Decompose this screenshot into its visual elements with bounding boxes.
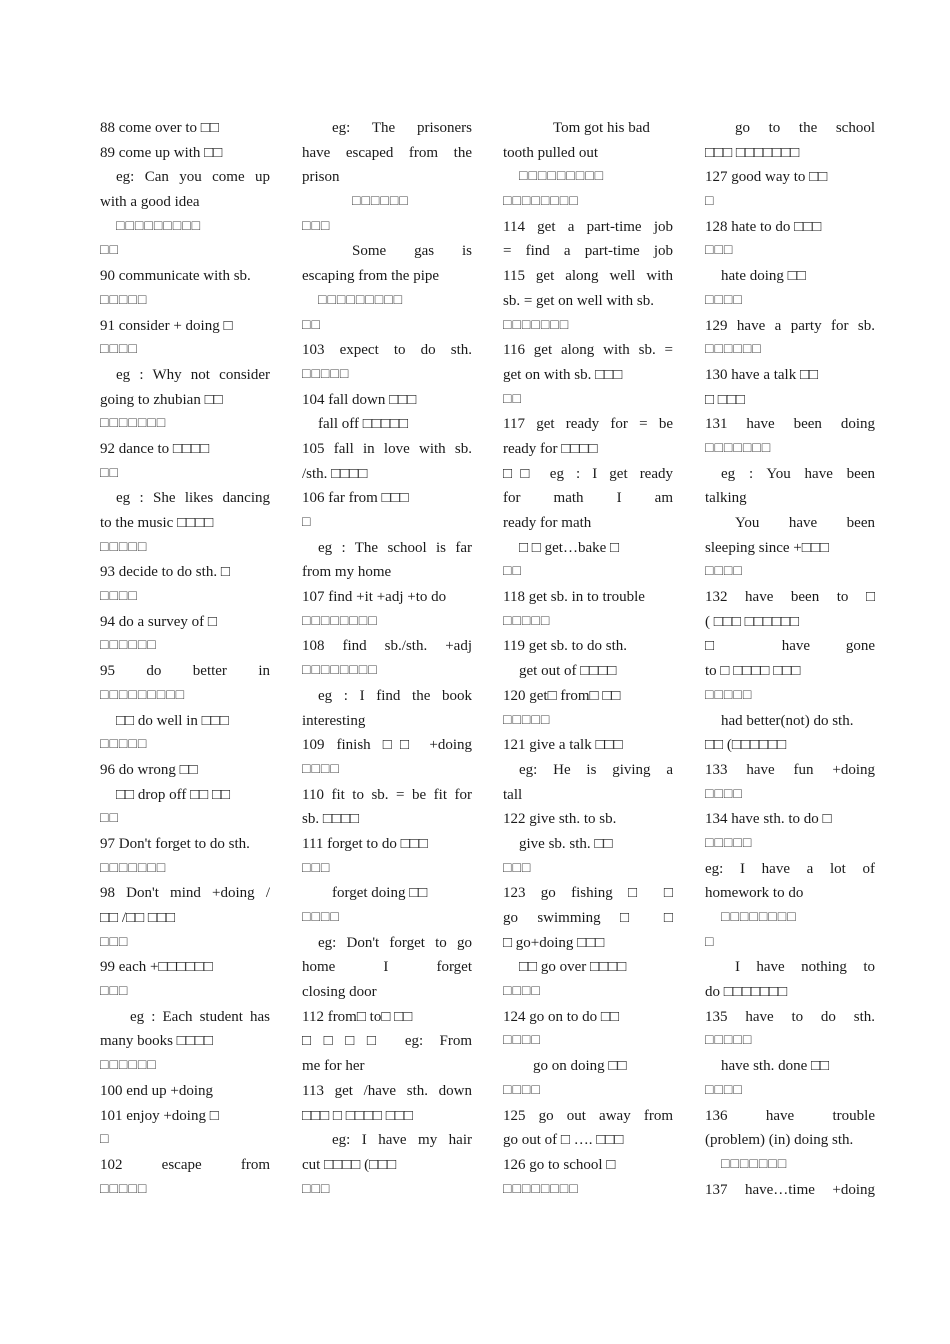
text-line: □ go+doing □□□ [503, 934, 605, 951]
text-line: □□□□□□□□ [302, 663, 378, 679]
text-line: □ [100, 1132, 110, 1148]
text-line: 90 communicate with sb. [100, 268, 251, 285]
text-line: 116 get along with sb. = [503, 342, 673, 359]
text-line: □□□□□ [705, 1033, 753, 1049]
text-line: get on with sb. □□□ [503, 366, 623, 383]
text-line: □□□□□□□□□ [116, 218, 202, 234]
text-line: □□□□ [100, 589, 138, 605]
text-line: 109 finish □□ +doing [302, 737, 472, 754]
text-line: □□ do well in □□□ [116, 712, 229, 729]
text-line: □□□□ [302, 910, 340, 925]
text-line: 112 from□ to□ □□ [302, 1008, 413, 1025]
text-line: 95 do better in [100, 663, 270, 680]
text-line: home I forget [302, 959, 472, 976]
text-line: 99 each +□□□□□□ [100, 959, 213, 976]
text-line: from my home [302, 564, 392, 581]
text-line: 91 consider + doing □ [100, 317, 233, 334]
text-line: □ [302, 515, 312, 530]
text-line: □□□ □□□□□□□ [705, 144, 800, 161]
text-line: 97 Don't forget to do sth. [100, 835, 250, 852]
text-line: 114 get a part-time job [503, 218, 673, 235]
text-line: sleeping since +□□□ [705, 539, 829, 556]
text-line: 129 have a party for sb. [705, 317, 875, 334]
text-line: □□ go over □□□□ [519, 959, 627, 976]
text-line: 117 get ready for = be [503, 416, 673, 433]
text-line: You have been [735, 515, 875, 531]
text-line: □□□□ [705, 564, 743, 580]
text-line: get out of □□□□ [519, 663, 617, 680]
text-line: Some gas is [352, 243, 472, 260]
text-line: □□□□□□ [705, 342, 762, 358]
text-line: 137 have…time +doing [705, 1181, 875, 1198]
text-line: 126 go to school □ [503, 1156, 616, 1173]
text-line: 124 go on to do □□ [503, 1008, 620, 1025]
text-line: □□□□□□ [352, 194, 409, 210]
text-line: □□□□□ [503, 613, 551, 629]
text-column-4 [705, 116, 875, 1202]
text-line: tall [503, 786, 523, 803]
text-line: □□□□ [705, 786, 743, 802]
text-line: □□□□ [705, 1082, 743, 1098]
text-line: □□□□□ [100, 539, 148, 555]
text-line: □□□ [100, 984, 129, 1000]
text-line: □ have gone [705, 638, 875, 655]
text-line: □□ /□□ □□□ [100, 910, 176, 926]
text-line: 113 get /have sth. down [302, 1082, 472, 1099]
text-line: □ □□□ [705, 391, 745, 408]
text-line: 110 fit to sb. = be fit for [302, 786, 472, 803]
text-line: 134 have sth. to do □ [705, 811, 832, 828]
text-line: eg: Don't forget to go [318, 934, 472, 951]
text-line: to □ □□□□ □□□ [705, 663, 801, 680]
text-line: go out of □ …. □□□ [503, 1132, 624, 1149]
text-line: □□ drop off □□ □□ [116, 786, 231, 803]
text-line: escaping from the pipe [302, 268, 440, 285]
text-line: ready for □□□□ [503, 440, 598, 457]
text-line: 121 give a talk □□□ [503, 737, 623, 754]
text-line: go swimming □ □ [503, 910, 673, 926]
text-line: 119 get sb. to do sth. [503, 638, 628, 655]
text-line: 105 fall in love with sb. [302, 440, 472, 457]
text-line: cut □□□□ (□□□ [302, 1156, 397, 1173]
text-line: to the music □□□□ [100, 515, 214, 531]
text-line: □□□□□□□ [100, 416, 167, 432]
text-line: homework to do [705, 885, 804, 902]
text-line: closing door [302, 984, 377, 1001]
text-line: □□ eg : I get ready [503, 465, 673, 482]
text-line: □□□□□ [705, 687, 753, 703]
text-line: □□□□□□□□ [721, 910, 797, 925]
text-line: eg : Each student has [130, 1008, 270, 1025]
text-line: 131 have been doing [705, 416, 875, 433]
text-column-3 [503, 116, 673, 1202]
text-line: 127 good way to □□ [705, 169, 828, 186]
text-line: 122 give sth. to sb. [503, 811, 617, 828]
text-line: 107 find +it +adj +to do [302, 589, 447, 606]
text-line: 89 come up with □□ [100, 144, 223, 161]
text-line: □□□□□ [100, 737, 148, 753]
text-line: ( □□□ □□□□□□ [705, 613, 800, 630]
text-line: eg : She likes dancing [116, 490, 270, 507]
text-line: □□□□□□□ [721, 1156, 788, 1172]
text-line: Tom got his bad [553, 120, 650, 136]
text-line: 104 fall down □□□ [302, 391, 417, 408]
text-line: 125 go out away from [503, 1107, 673, 1124]
text-line: □□□ [302, 860, 331, 876]
text-line: had better(not) do sth. [721, 712, 854, 729]
text-line: tooth pulled out [503, 144, 598, 161]
text-line: 130 have a talk □□ [705, 366, 819, 383]
text-line: □□□ [302, 218, 331, 234]
text-line: = find a part-time job [503, 243, 673, 260]
text-line: forget doing □□ [332, 885, 428, 902]
text-line: 135 have to do sth. [705, 1008, 875, 1025]
text-line: prison [302, 169, 340, 186]
text-line: 118 get sb. in to trouble [503, 589, 645, 606]
text-line: fall off □□□□□ [318, 416, 409, 433]
text-line: □□ [100, 811, 119, 827]
text-line: □□□□□□□□□ [318, 292, 404, 308]
text-line: with a good idea [100, 194, 200, 211]
text-line: (problem) (in) doing sth. [705, 1132, 854, 1149]
text-line: □□□□□□□ [100, 860, 167, 876]
text-line: sb. □□□□ [302, 811, 360, 828]
text-line: 103 expect to do sth. [302, 342, 472, 359]
text-line: have sth. done □□ [721, 1058, 830, 1075]
text-line: /sth. □□□□ [302, 465, 368, 482]
text-line: I have nothing to [735, 959, 875, 976]
text-line: □□□□□□□ [503, 317, 570, 333]
text-line: eg : You have been [721, 465, 875, 482]
text-line: □□□□ [100, 342, 138, 358]
text-line: 108 find sb./sth. +adj [302, 638, 472, 655]
text-line: 101 enjoy +doing □ [100, 1107, 219, 1124]
text-line: 123 go fishing □ □ [503, 885, 673, 902]
text-line: 96 do wrong □□ [100, 761, 198, 778]
text-column-2 [302, 116, 472, 1202]
text-line: eg: I have my hair [332, 1132, 472, 1149]
text-line: go on doing □□ [533, 1058, 627, 1075]
text-line: 98 Don't mind +doing / [100, 885, 270, 902]
text-line: □□□□ [503, 984, 541, 1000]
text-line: go to the school [735, 120, 875, 136]
text-line: □□□□□ [705, 835, 753, 851]
text-line: □□□□ eg: From [302, 1033, 472, 1050]
text-line: eg: The prisoners [332, 120, 472, 136]
text-column-1 [100, 116, 270, 1202]
text-line: □□□ [503, 860, 532, 876]
text-line: □□ [302, 317, 321, 333]
text-line: □□□□□□□□□ [519, 169, 605, 185]
text-line: 128 hate to do □□□ [705, 218, 822, 235]
text-line: □□□ [705, 243, 734, 259]
text-line: □□□□□□□□□ [100, 687, 186, 703]
text-line: □□□□□ [503, 712, 551, 728]
text-line: □□□□□□ [100, 638, 157, 654]
text-line: □□□□ [503, 1082, 541, 1098]
text-line: □□ [503, 391, 522, 407]
text-line: 102 escape from [100, 1156, 270, 1173]
text-line: 93 decide to do sth. □ [100, 564, 230, 581]
text-line: sb. = get on well with sb. [503, 292, 654, 309]
text-line: 120 get□ from□ □□ [503, 687, 621, 704]
text-line: □□□ [302, 1181, 331, 1197]
text-line: □□□□□□□□ [302, 613, 378, 629]
text-line: eg: Can you come up [116, 169, 270, 186]
text-line: 133 have fun +doing [705, 761, 875, 778]
text-line: eg : The school is far [318, 539, 472, 556]
text-line: eg: I have a lot of [705, 860, 875, 877]
text-line: □□□□□□□ [705, 440, 772, 456]
text-line: have escaped from the [302, 144, 472, 161]
text-line: □ [705, 934, 715, 950]
text-line: □□□□□ [100, 1181, 148, 1197]
text-line: □□□□□ [302, 366, 350, 382]
text-line: give sb. sth. □□ [519, 835, 613, 852]
text-line: 88 come over to □□ [100, 120, 219, 136]
text-line: interesting [302, 712, 366, 729]
text-line: □□□□□□□□ [503, 1181, 579, 1197]
text-line: □ □ get…bake □ [519, 539, 620, 556]
text-line: 92 dance to □□□□ [100, 440, 210, 457]
text-line: □□□□□ [100, 292, 148, 308]
text-line: □□ (□□□□□□ [705, 737, 787, 754]
text-line: for math I am [503, 490, 673, 507]
text-line: 100 end up +doing [100, 1082, 214, 1099]
text-line: □□□ [100, 934, 129, 950]
text-line: □□ [503, 564, 522, 580]
text-line: going to zhubian □□ [100, 391, 223, 408]
text-line: eg: He is giving a [519, 761, 673, 778]
text-line: hate doing □□ [721, 268, 806, 285]
text-line: 136 have trouble [705, 1107, 875, 1124]
text-line: many books □□□□ [100, 1033, 213, 1050]
text-line: □□□□□□ [100, 1058, 157, 1074]
text-line: me for her [302, 1058, 365, 1075]
text-line: □□□ □ □□□□ □□□ [302, 1107, 413, 1124]
text-line: 115 get along well with [503, 268, 673, 285]
text-line: do □□□□□□□ [705, 984, 788, 1001]
text-line: □□ [100, 243, 119, 259]
text-line: eg : I find the book [318, 687, 472, 704]
text-line: 106 far from □□□ [302, 490, 409, 507]
text-line: eg : Why not consider [116, 366, 270, 383]
text-line: 94 do a survey of □ [100, 613, 217, 630]
text-line: 132 have been to □ [705, 589, 875, 606]
text-line: talking [705, 490, 747, 507]
text-line: ready for math [503, 515, 592, 531]
text-line: □ [705, 194, 715, 210]
text-line: □□□□ [302, 761, 340, 777]
text-line: □□ [100, 465, 119, 481]
text-line: □□□□□□□□ [503, 194, 579, 210]
text-line: 111 forget to do □□□ [302, 835, 428, 852]
text-line: □□□□ [503, 1033, 541, 1049]
text-line: □□□□ [705, 292, 743, 308]
